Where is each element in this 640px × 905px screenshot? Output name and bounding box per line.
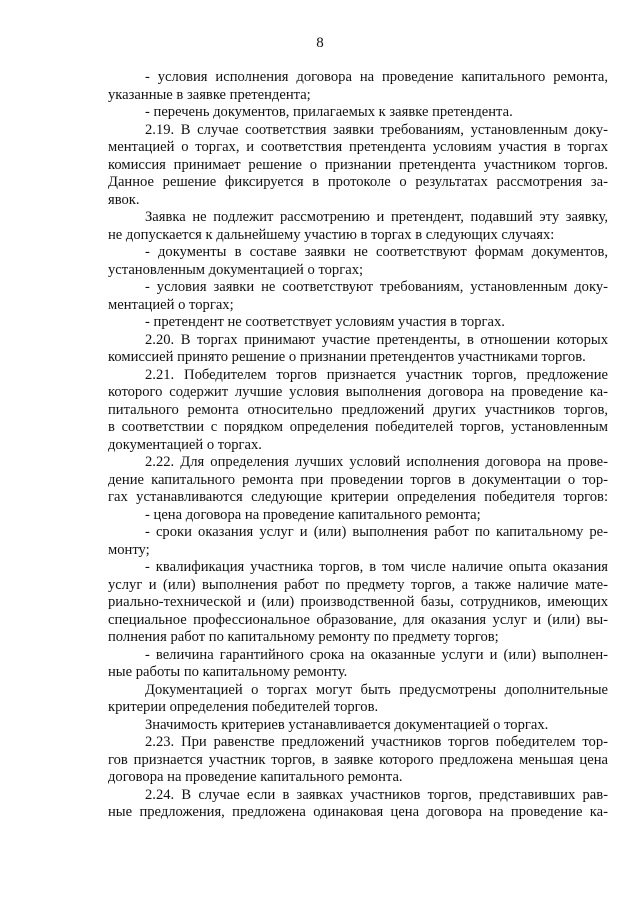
text-line: договора на проведение капитального ремонта. xyxy=(108,769,403,785)
document-body xyxy=(108,69,608,822)
text-line: указанные в заявке претендента; xyxy=(108,86,311,103)
text-line: полнения работ по капитальному ремонту по предмету торгов; xyxy=(108,629,499,645)
text-line: монту; xyxy=(108,541,150,558)
text-line: не допускается к дальнейшему участию в торгах в следующих случаях: xyxy=(108,226,555,243)
page-number: 8 xyxy=(316,35,324,51)
text-line: - цена договора на проведение капитального ремонта; xyxy=(145,506,481,523)
text-line: ментацией о торгах; xyxy=(108,296,234,313)
text-line: 2.19. В случае соответствия заявки требованиям, установленным доку- xyxy=(145,121,608,138)
text-line: комиссия принимает решение о признании претендента участником торгов. xyxy=(108,156,608,173)
text-line: 2.20. В торгах принимают участие претенденты, в отношении которых xyxy=(145,331,608,348)
text-line: ментацией о торгах, и соответствия претендента условиям участия в торгах xyxy=(108,139,608,155)
text-line: ные предложения, предложена одинаковая цена договора на проведение ка- xyxy=(108,804,608,820)
text-line: 2.24. В случае если в заявках участников торгов, представивших рав- xyxy=(145,786,608,803)
text-line: - перечень документов, прилагаемых к заявке претендента. xyxy=(145,104,513,120)
text-line: 2.23. При равенстве предложений участников торгов победителем тор- xyxy=(145,734,608,750)
text-line: - претендент не соответствует условиям участия в торгах. xyxy=(145,314,505,330)
text-line: Значимость критериев устанавливается документацией о торгах. xyxy=(145,716,549,733)
text-line: - квалификация участника торгов, в том числе наличие опыта оказания xyxy=(145,559,608,575)
text-line: которого содержит лучшие условия выполнения договора на проведение ка- xyxy=(108,384,608,400)
text-line: установленным документацией о торгах; xyxy=(108,261,364,278)
text-line: - документы в составе заявки не соответствуют формам документов, xyxy=(145,244,608,260)
text-line: гов признается участник торгов, в заявке которого предложена меньшая цена xyxy=(108,751,608,768)
text-line: риально-технической и (или) производственной базы, сотрудников, имеющих xyxy=(108,594,608,610)
text-line: Данное решение фиксируется в протоколе о результатах рассмотрения за- xyxy=(108,174,608,190)
text-line: критерии определения победителей торгов. xyxy=(108,699,379,715)
text-line: - условия исполнения договора на проведение капитального ремонта, xyxy=(145,69,608,85)
text-line: ные работы по капитальному ремонту. xyxy=(108,664,348,680)
text-line: дение капитального ремонта при проведении торгов в документации о тор- xyxy=(108,471,608,488)
text-line: - величина гарантийного срока на оказанные услуги и (или) выполнен- xyxy=(145,646,608,663)
text-line: Документацией о торгах могут быть предусмотрены дополнительные xyxy=(145,681,608,698)
text-line: питального ремонта относительно предложений других участников торгов, xyxy=(108,401,608,418)
text-line: 2.22. Для определения лучших условий исполнения договора на прове- xyxy=(145,454,608,470)
text-line: гах устанавливаются следующие критерии определения победителя торгов: xyxy=(108,489,608,505)
text-line: услуг и (или) выполнения работ по предмету торгов, а также наличие мате- xyxy=(108,576,608,593)
text-line: явок. xyxy=(108,191,140,208)
text-line: документацией о торгах. xyxy=(108,436,262,453)
text-line: специальное профессиональное образование, для оказания услуг и (или) вы- xyxy=(108,611,608,628)
text-line: 2.21. Победителем торгов признается участник торгов, предложение xyxy=(145,366,608,383)
text-line: Заявка не подлежит рассмотрению и претендент, подавший эту заявку, xyxy=(145,209,608,225)
text-line: комиссией принято решение о признании претендентов участниками торгов. xyxy=(108,349,586,365)
text-line: - сроки оказания услуг и (или) выполнения работ по капитальному ре- xyxy=(145,524,608,540)
text-line: в соответствии с порядком определения победителей торгов, установленным xyxy=(108,419,608,435)
text-line: - условия заявки не соответствуют требованиям, установленным доку- xyxy=(145,279,608,295)
